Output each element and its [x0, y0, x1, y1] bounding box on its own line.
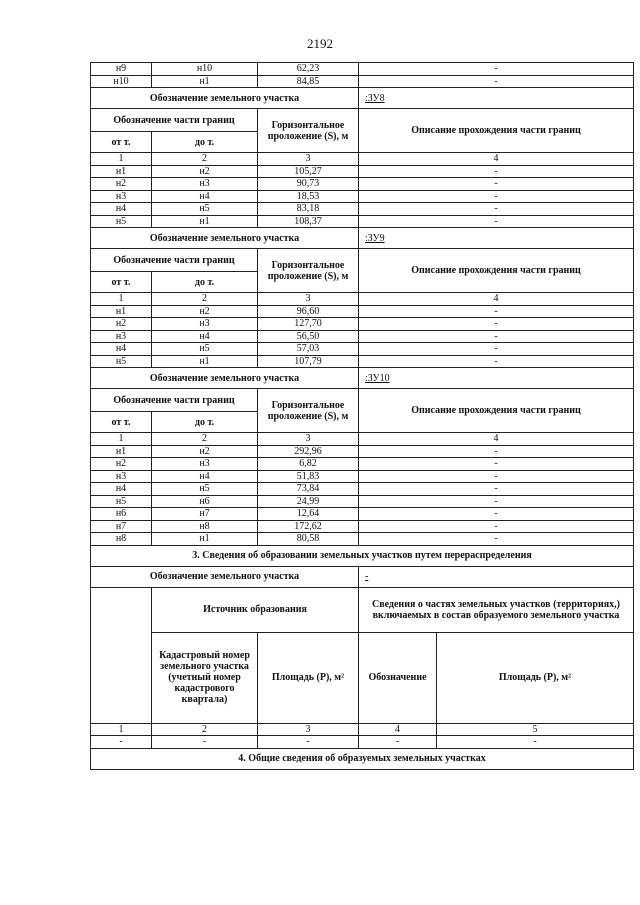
value-cell: -	[91, 736, 152, 749]
horizontal-length-header: Горизонтальное проложение (S), м	[258, 249, 359, 293]
column-number: 3	[258, 433, 359, 446]
to-point-header: до т.	[152, 132, 258, 153]
column-header-row	[91, 389, 634, 412]
to-point-cell: н4	[152, 470, 258, 483]
from-point-cell: н2	[91, 178, 152, 191]
to-point-cell: н6	[152, 495, 258, 508]
length-cell: 172,62	[258, 520, 359, 533]
from-point-cell: н7	[91, 520, 152, 533]
horizontal-length-header: Горизонтальное проложение (S), м	[258, 109, 359, 153]
column-number: 1	[91, 293, 152, 306]
length-cell: 18,53	[258, 190, 359, 203]
to-point-cell: н2	[152, 305, 258, 318]
column-number: 5	[437, 723, 634, 736]
from-point-cell: н9	[91, 63, 152, 76]
table-row	[91, 318, 634, 331]
table-row	[91, 165, 634, 178]
description-cell: -	[359, 215, 634, 228]
table-row	[91, 458, 634, 471]
parcel-designation-label: Обозначение земельного участка	[91, 88, 359, 109]
to-point-header: до т.	[152, 412, 258, 433]
length-cell: 51,83	[258, 470, 359, 483]
cadastral-number-header: Кадастровый номер земельного участка (учетный номер кадастрового квартала)	[152, 632, 258, 723]
description-cell: -	[359, 483, 634, 496]
to-point-cell: н1	[152, 355, 258, 368]
column-number-row	[91, 153, 634, 166]
source-header-row	[91, 587, 634, 632]
length-cell: 6,82	[258, 458, 359, 471]
table-row	[91, 495, 634, 508]
from-point-cell: н3	[91, 330, 152, 343]
table-row	[91, 63, 634, 76]
description-header: Описание прохождения части границ	[359, 109, 634, 153]
value-cell: -	[437, 736, 634, 749]
length-cell: 84,85	[258, 75, 359, 88]
description-cell: -	[359, 343, 634, 356]
length-cell: 96,60	[258, 305, 359, 318]
subheader-row	[91, 632, 634, 723]
from-point-cell: н5	[91, 495, 152, 508]
from-point-cell: н1	[91, 445, 152, 458]
from-point-cell: н4	[91, 483, 152, 496]
length-cell: 62,23	[258, 63, 359, 76]
column-number-row	[91, 723, 634, 736]
to-point-cell: н5	[152, 483, 258, 496]
length-cell: 83,18	[258, 203, 359, 216]
column-number: 4	[359, 723, 437, 736]
parcel-code: :ЗУ9	[359, 228, 634, 249]
column-header-row	[91, 249, 634, 272]
to-point-cell: н4	[152, 190, 258, 203]
length-cell: 108,37	[258, 215, 359, 228]
to-point-cell: н10	[152, 63, 258, 76]
from-point-cell: н10	[91, 75, 152, 88]
from-point-cell: н6	[91, 508, 152, 521]
table-row	[91, 305, 634, 318]
table-row	[91, 483, 634, 496]
parcel-designation-label: Обозначение земельного участка	[91, 566, 359, 587]
to-point-cell: н7	[152, 508, 258, 521]
table-row	[91, 470, 634, 483]
description-cell: -	[359, 75, 634, 88]
description-cell: -	[359, 178, 634, 191]
parcel-code: :ЗУ8	[359, 88, 634, 109]
parcel-designation-label: Обозначение земельного участка	[91, 368, 359, 389]
column-number: 2	[152, 153, 258, 166]
length-cell: 12,64	[258, 508, 359, 521]
table-row	[91, 355, 634, 368]
column-number: 2	[152, 433, 258, 446]
from-point-cell: н2	[91, 318, 152, 331]
description-header: Описание прохождения части границ	[359, 249, 634, 293]
description-header: Описание прохождения части границ	[359, 389, 634, 433]
section-3-title: 3. Сведения об образовании земельных участков путем перераспределения	[91, 545, 634, 566]
to-point-cell: н2	[152, 165, 258, 178]
column-number: 4	[359, 433, 634, 446]
length-cell: 127,70	[258, 318, 359, 331]
description-cell: -	[359, 203, 634, 216]
table-row	[91, 520, 634, 533]
column-number: 3	[258, 153, 359, 166]
to-point-header: до т.	[152, 272, 258, 293]
section-title-row	[91, 545, 634, 566]
parcel-header-row	[91, 368, 634, 389]
page-number: 2192	[307, 36, 333, 51]
column-header-row	[91, 109, 634, 132]
length-cell: 57,03	[258, 343, 359, 356]
length-cell: 107,79	[258, 355, 359, 368]
description-cell: -	[359, 470, 634, 483]
description-cell: -	[359, 495, 634, 508]
from-point-cell: н4	[91, 203, 152, 216]
source-title: Источник образования	[152, 587, 359, 632]
from-point-cell: н1	[91, 165, 152, 178]
column-number: 3	[258, 723, 359, 736]
boundary-part-header: Обозначение части границ	[91, 249, 258, 272]
length-cell: 90,73	[258, 178, 359, 191]
description-cell: -	[359, 445, 634, 458]
column-number-row	[91, 293, 634, 306]
column-number: 1	[91, 153, 152, 166]
to-point-cell: н4	[152, 330, 258, 343]
table-row	[91, 330, 634, 343]
length-cell: 80,58	[258, 533, 359, 546]
from-point-cell: н1	[91, 305, 152, 318]
description-cell: -	[359, 533, 634, 546]
empty-cell	[91, 587, 152, 723]
parcel-header-row	[91, 88, 634, 109]
table-row	[91, 533, 634, 546]
to-point-cell: н8	[152, 520, 258, 533]
column-number: 2	[152, 293, 258, 306]
length-cell: 73,84	[258, 483, 359, 496]
area-header: Площадь (Р), м²	[437, 632, 634, 723]
table-row	[91, 203, 634, 216]
table-row	[91, 445, 634, 458]
area-header: Площадь (Р), м²	[258, 632, 359, 723]
to-point-cell: н1	[152, 215, 258, 228]
length-cell: 105,27	[258, 165, 359, 178]
parcel-header-row	[91, 566, 634, 587]
to-point-cell: н2	[152, 445, 258, 458]
value-cell: -	[359, 736, 437, 749]
to-point-cell: н3	[152, 458, 258, 471]
to-point-cell: н1	[152, 533, 258, 546]
description-cell: -	[359, 355, 634, 368]
length-cell: 56,50	[258, 330, 359, 343]
table-row	[91, 343, 634, 356]
column-number: 4	[359, 293, 634, 306]
description-cell: -	[359, 508, 634, 521]
parts-title: Сведения о частях земельных участков (территориях,) включаемых в состав образуемого земельного участка	[359, 587, 634, 632]
from-point-cell: н3	[91, 470, 152, 483]
column-number: 2	[152, 723, 258, 736]
from-point-cell: н5	[91, 215, 152, 228]
length-cell: 24,99	[258, 495, 359, 508]
from-point-cell: н5	[91, 355, 152, 368]
table-row	[91, 178, 634, 191]
to-point-cell: н5	[152, 343, 258, 356]
description-cell: -	[359, 305, 634, 318]
from-point-cell: н2	[91, 458, 152, 471]
column-number: 4	[359, 153, 634, 166]
from-point-cell: н3	[91, 190, 152, 203]
boundary-part-header: Обозначение части границ	[91, 389, 258, 412]
boundary-table	[90, 62, 634, 770]
to-point-cell: н3	[152, 318, 258, 331]
column-number-row	[91, 433, 634, 446]
description-cell: -	[359, 520, 634, 533]
parcel-code: :ЗУ10	[359, 368, 634, 389]
table-row	[91, 215, 634, 228]
table-row	[91, 508, 634, 521]
horizontal-length-header: Горизонтальное проложение (S), м	[258, 389, 359, 433]
description-cell: -	[359, 63, 634, 76]
to-point-cell: н3	[152, 178, 258, 191]
column-number: 1	[91, 723, 152, 736]
to-point-cell: н5	[152, 203, 258, 216]
description-cell: -	[359, 318, 634, 331]
value-cell: -	[258, 736, 359, 749]
description-cell: -	[359, 330, 634, 343]
designation-header: Обозначение	[359, 632, 437, 723]
from-point-header: от т.	[91, 412, 152, 433]
to-point-cell: н1	[152, 75, 258, 88]
from-point-cell: н4	[91, 343, 152, 356]
from-point-header: от т.	[91, 272, 152, 293]
description-cell: -	[359, 458, 634, 471]
from-point-header: от т.	[91, 132, 152, 153]
value-cell: -	[152, 736, 258, 749]
parcel-designation-label: Обозначение земельного участка	[91, 228, 359, 249]
description-cell: -	[359, 190, 634, 203]
parcel-header-row	[91, 228, 634, 249]
boundary-part-header: Обозначение части границ	[91, 109, 258, 132]
from-point-cell: н8	[91, 533, 152, 546]
length-cell: 292,96	[258, 445, 359, 458]
table-row	[91, 190, 634, 203]
section-title-row	[91, 748, 634, 769]
table-row	[91, 75, 634, 88]
table-row	[91, 736, 634, 749]
description-cell: -	[359, 165, 634, 178]
section-4-title: 4. Общие сведения об образуемых земельных участках	[91, 748, 634, 769]
column-number: 1	[91, 433, 152, 446]
column-number: 3	[258, 293, 359, 306]
parcel-code: -	[359, 566, 634, 587]
